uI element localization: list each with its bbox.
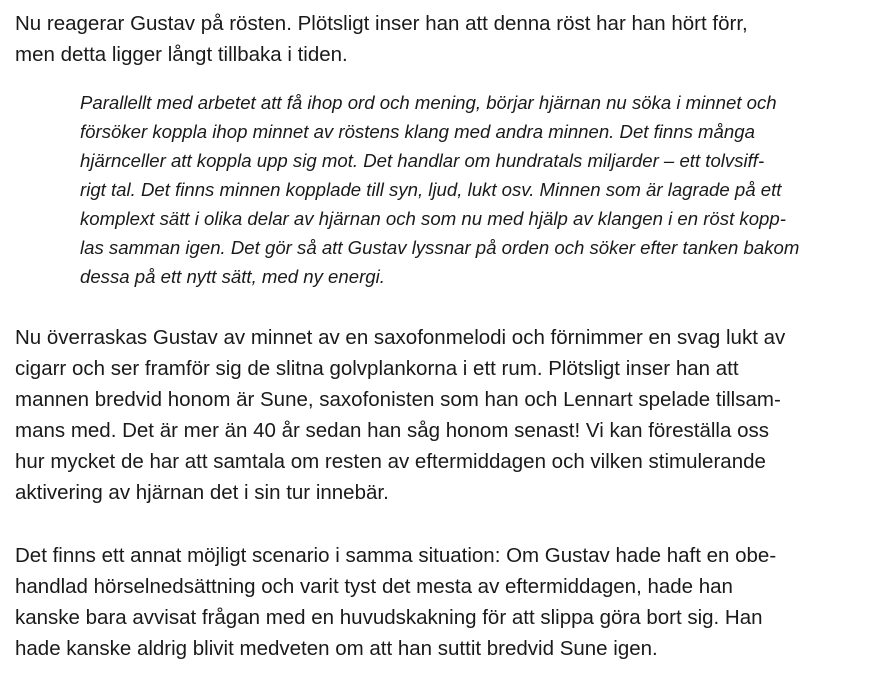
- text-line: Nu reagerar Gustav på rösten. Plötsligt inser han att denna röst har han hört förr,: [15, 12, 748, 35]
- text-line: Det finns ett annat möjligt scenario i samma situation: Om Gustav hade haft en obe-: [15, 544, 777, 567]
- quote-line: komplext sätt i olika delar av hjärnan och som nu med hjälp av klangen i en röst kopp-: [80, 208, 786, 229]
- text-line: hur mycket de har att samtala om resten av eftermiddagen och vilken stimulerande: [15, 450, 766, 473]
- text-line: aktivering av hjärnan det i sin tur innebär.: [15, 481, 389, 504]
- quote-line: las samman igen. Det gör så att Gustav lyssnar på orden och söker efter tanken bakom: [80, 237, 800, 258]
- paragraph-alternative-scenario: [15, 540, 880, 664]
- text-line: handlad hörselnedsättning och varit tyst det mesta av eftermiddagen, hade han: [15, 575, 733, 598]
- quote-line: rigt tal. Det finns minnen kopplade till syn, ljud, lukt osv. Minnen som är lagrade på ett: [80, 179, 782, 200]
- quote-line: dessa på ett nytt sätt, med ny energi.: [80, 266, 385, 287]
- paragraph-saxophone-memory: [15, 322, 880, 508]
- text-line: cigarr och ser framför sig de slitna golvplankorna i ett rum. Plötsligt inser han att: [15, 357, 739, 380]
- quote-line: Parallellt med arbetet att få ihop ord och mening, börjar hjärnan nu söka i minnet och: [80, 92, 777, 113]
- paragraph-intro: [15, 8, 880, 70]
- blockquote-italic: [80, 88, 880, 291]
- text-line: kanske bara avvisat frågan med en huvudskakning för att slippa göra bort sig. Han: [15, 606, 763, 629]
- text-line: mannen bredvid honom är Sune, saxofonisten som han och Lennart spelade tillsam-: [15, 388, 781, 411]
- text-line: mans med. Det är mer än 40 år sedan han såg honom senast! Vi kan föreställa oss: [15, 419, 769, 442]
- quote-line: hjärnceller att koppla upp sig mot. Det handlar om hundratals miljarder – ett tolvsiff-: [80, 150, 765, 171]
- text-line: hade kanske aldrig blivit medveten om att han suttit bredvid Sune igen.: [15, 637, 658, 660]
- quote-line: försöker koppla ihop minnet av röstens klang med andra minnen. Det finns många: [80, 121, 755, 142]
- text-line: men detta ligger långt tillbaka i tiden.: [15, 43, 348, 66]
- text-line: Nu överraskas Gustav av minnet av en saxofonmelodi och förnimmer en svag lukt av: [15, 326, 786, 349]
